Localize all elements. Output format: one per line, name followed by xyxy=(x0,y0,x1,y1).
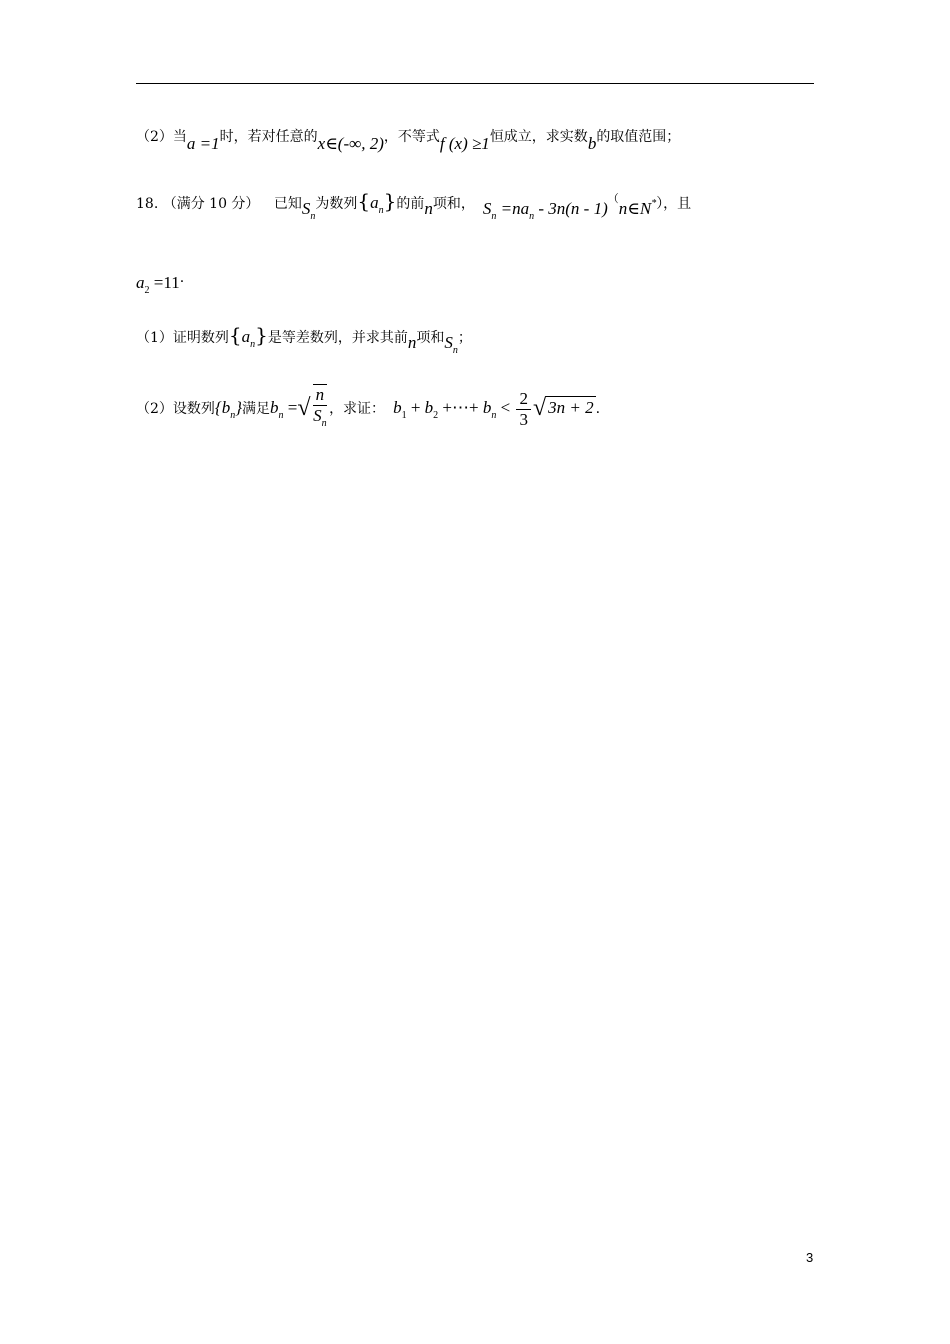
bn-definition: $b_n$ =√ $\frac{n}{S_n}$ xyxy=(270,398,329,417)
part-label: （2）当 xyxy=(136,129,187,145)
condition-a: a =1 xyxy=(186,134,220,153)
text: 的前 xyxy=(396,196,425,212)
text: ，不等式 xyxy=(383,129,440,145)
text: 项和 xyxy=(416,330,445,346)
text: 恒成立，求实数 xyxy=(489,129,588,145)
text: 时，若对任意的 xyxy=(219,129,318,145)
an-symbol: $a_n$ xyxy=(370,193,384,216)
text: ，求证： xyxy=(329,400,386,417)
variable-n: n xyxy=(424,199,433,218)
condition-x: x∈(-∞, 2) xyxy=(317,134,384,153)
header-rule xyxy=(136,83,814,84)
period: . xyxy=(595,400,601,417)
score-label: （满分 10 分） xyxy=(162,196,260,212)
question-number: 18. xyxy=(136,196,159,212)
inequality-to-prove: $b_1 + b_2$ +⋯+ $b_n$ < $\frac{2}{3}$ √ 3n + 2 xyxy=(393,388,594,429)
q17-part2-line xyxy=(136,126,680,154)
text: 是等差数列，并求其前 xyxy=(267,330,408,346)
inequality: f (x) ≥1 xyxy=(439,134,490,153)
sn-symbol: $S_n$ xyxy=(301,199,316,222)
paren: （ xyxy=(607,192,619,205)
variable-b: b xyxy=(587,134,597,153)
period: . xyxy=(179,270,185,286)
recurrence-formula: $S_n =na_n - 3n(n - 1)$ xyxy=(482,199,608,222)
bn-sequence: $\{b_n\}$ xyxy=(214,397,243,421)
domain: n∈N* xyxy=(618,198,657,218)
an-symbol: $a_n$ xyxy=(241,327,256,350)
q18-condition-line xyxy=(136,270,184,296)
q18-part1-line: （1）证明数列$\{a_n\}$是等差数列，并求其前n项和$S_n$； xyxy=(136,323,472,356)
page-number: 3 xyxy=(806,1250,814,1265)
sn-symbol: $S_n$ xyxy=(444,333,458,356)
part-label: （1）证明数列 xyxy=(136,330,229,346)
text: ； xyxy=(457,330,472,346)
q18-part2-line xyxy=(136,384,600,434)
text: 项和， xyxy=(432,196,475,212)
text: 满足 xyxy=(242,400,271,417)
variable-n: n xyxy=(407,333,417,352)
q18-stem-line: 18. （满分 10 分） 已知$S_n$为数列$\{a_n\}$的前n项和， $S_n =na_n - 3n(n$ - 1)（n∈N*），且 xyxy=(136,189,692,222)
text: 为数列 xyxy=(315,196,358,212)
text: 的取值范围； xyxy=(596,129,681,145)
part-label: （2）设数列 xyxy=(136,400,215,417)
a2-equation: $a_2 =11$ xyxy=(136,273,180,296)
text: ），且 xyxy=(656,196,692,212)
text: 已知 xyxy=(273,196,302,212)
